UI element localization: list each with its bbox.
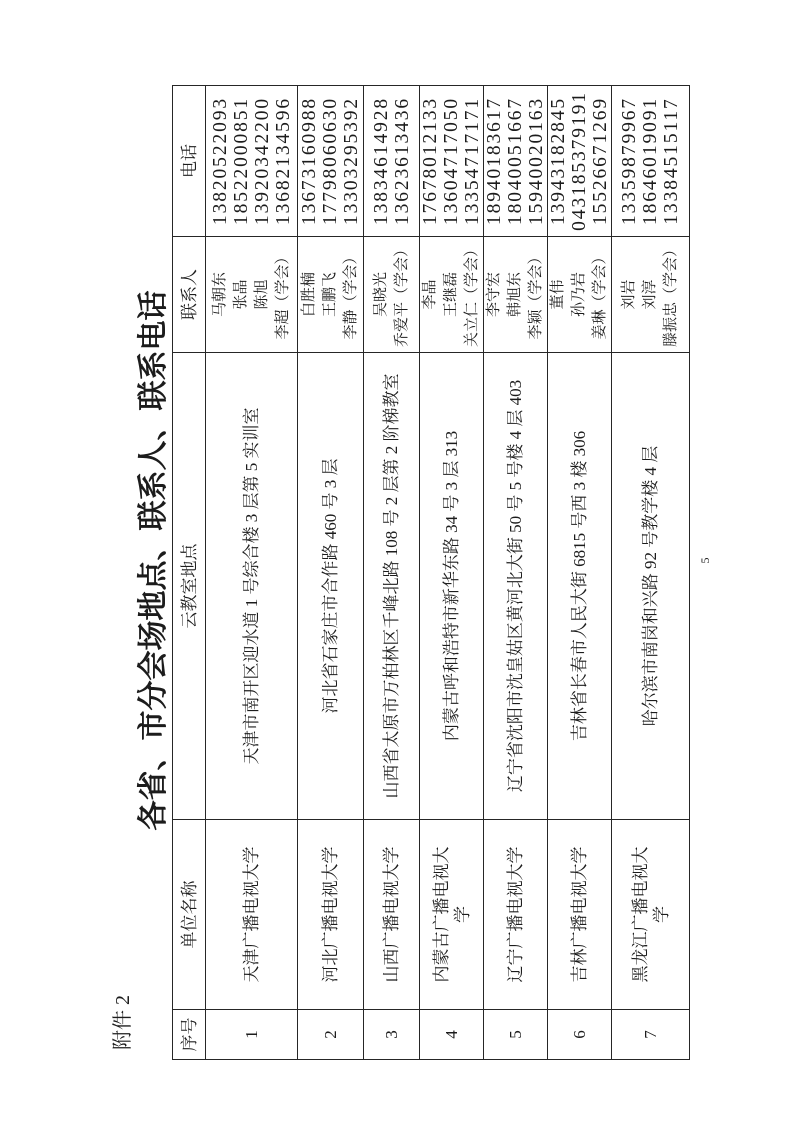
location-cell: 河北省石家庄市合作路 460 号 3 层 [298, 353, 364, 820]
phone-number: 17678012133 [420, 96, 441, 226]
phone-number: 13820522093 [209, 96, 231, 226]
unit-cell [206, 820, 298, 1010]
row-index: 6 [548, 1010, 612, 1060]
phone-number: 13384515117 [661, 97, 682, 225]
row-index: 1 [206, 1010, 298, 1060]
phone-number: 13623613436 [391, 96, 413, 226]
unit-name: 吉林广播电视大学 [570, 846, 589, 983]
contact-name: 李颖（学会） [528, 249, 544, 340]
phones-cell [612, 86, 690, 237]
contact-name: 孙乃岩 [571, 272, 587, 318]
phone-number: 13359879967 [619, 96, 640, 226]
phone-number: 18040051667 [505, 96, 526, 226]
unit-cell [364, 820, 420, 1010]
page-number: 5 [698, 557, 712, 564]
table-row [484, 86, 548, 1060]
contact-name: 韩旭东 [507, 272, 523, 318]
unit-name: 辽宁广播电视大学 [506, 846, 525, 983]
phone-number: 17798060630 [320, 96, 341, 226]
table-row [420, 86, 484, 1060]
unit-cell [548, 820, 612, 1010]
location-cell: 内蒙古呼和浩特市新华东路 34 号 3 层 313 [420, 353, 484, 820]
contact-name: 白胜楠 [301, 272, 317, 318]
location-cell: 吉林省长春市人民大街 6815 号西 3 楼 306 [548, 353, 612, 820]
unit-cell [298, 820, 364, 1010]
table-row [612, 86, 690, 1060]
unit-name: 天津广播电视大学 [242, 846, 261, 983]
contact-name: 王鹏飞 [322, 272, 338, 318]
contact-name: 张晶 [232, 279, 249, 310]
contact-name: 董伟 [550, 279, 566, 310]
contact-name: 李静（学会） [343, 249, 359, 340]
phones-cell [484, 86, 548, 237]
location-cell: 天津市南开区迎水道 1 号综合楼 3 层第 5 实训室 [206, 353, 298, 820]
contact-name: 李晶 [422, 279, 438, 310]
contact-name: 关立仁（学会） [464, 242, 480, 348]
phones-cell [420, 86, 484, 237]
table-row [548, 86, 612, 1060]
contacts-cell [364, 237, 420, 353]
contact-name: 刘淳 [642, 279, 658, 310]
contact-name: 王继磊 [443, 272, 459, 318]
table-row [298, 86, 364, 1060]
contact-name: 陈旭 [253, 279, 270, 310]
phone-number: 13920342200 [251, 96, 273, 226]
unit-cell [484, 820, 548, 1010]
header-index: 序号 [173, 1010, 206, 1060]
contacts-cell [420, 237, 484, 353]
unit-cell [612, 820, 690, 1010]
contacts-cell [484, 237, 548, 353]
row-index: 3 [364, 1010, 420, 1060]
table-row [206, 86, 298, 1060]
contact-name: 李守宏 [486, 272, 502, 318]
phone-number: 13303295392 [341, 96, 362, 226]
contact-name: 姜琳（学会） [592, 249, 608, 340]
phone-number: 15940020163 [526, 96, 547, 226]
contacts-cell [206, 237, 298, 353]
row-index: 2 [298, 1010, 364, 1060]
contact-name: 滕振忠（学会） [663, 242, 679, 348]
attachment-label: 附件 2 [112, 995, 134, 1050]
contact-name: 吴晓光 [372, 272, 389, 318]
contact-name: 刘岩 [621, 279, 637, 310]
phone-number: 13834614928 [370, 96, 392, 226]
location-cell: 辽宁省沈阳市沈皇姑区黄河北大街 50 号 5 号楼 4 层 403 [484, 353, 548, 820]
phone-number: 18646019091 [640, 96, 661, 226]
phones-cell [364, 86, 420, 237]
phone-number: 13943182845 [548, 96, 569, 226]
row-index: 5 [484, 1010, 548, 1060]
phone-number: 18940183617 [484, 96, 505, 226]
phone-number: 13354717171 [462, 96, 483, 226]
phone-number: 18522000851 [230, 96, 252, 226]
table-row [364, 86, 420, 1060]
phone-number: 13604717050 [441, 96, 462, 226]
phones-cell [298, 86, 364, 237]
phones-cell [548, 86, 612, 237]
header-unit: 单位名称 [173, 820, 206, 1010]
phone-number: 043185379191 [569, 91, 590, 231]
row-index: 4 [420, 1010, 484, 1060]
location-cell: 山西省太原市万柏林区千峰北路 108 号 2 层第 2 阶梯教室 [364, 353, 420, 820]
venue-contact-table [172, 85, 690, 1060]
unit-name: 山西广播电视大学 [382, 846, 401, 983]
contacts-cell [548, 237, 612, 353]
location-cell: 哈尔滨市南岗和兴路 92 号教学楼 4 层 [612, 353, 690, 820]
contacts-cell [298, 237, 364, 353]
unit-cell [420, 820, 484, 1010]
phones-cell [206, 86, 298, 237]
phone-number: 13682134596 [272, 96, 294, 226]
contact-name: 乔爱平（学会） [393, 242, 410, 348]
unit-name: 内蒙古广播电视大学 [431, 846, 472, 983]
unit-name: 黑龙江广播电视大学 [630, 846, 671, 983]
contact-name: 李超（学会） [274, 249, 291, 340]
contact-name: 马朝东 [211, 272, 228, 318]
header-contacts: 联系人 [173, 237, 206, 353]
row-index: 7 [612, 1010, 690, 1060]
header-phones: 电话 [173, 86, 206, 237]
contacts-cell [612, 237, 690, 353]
table-header-row [173, 86, 206, 1060]
phone-number: 13673160988 [299, 96, 320, 226]
document-title: 各省、市分会场地点、联系人、联系电话 [137, 290, 170, 831]
phone-number: 15526671269 [590, 96, 611, 226]
header-location: 云教室地点 [173, 353, 206, 820]
unit-name: 河北广播电视大学 [321, 846, 340, 983]
